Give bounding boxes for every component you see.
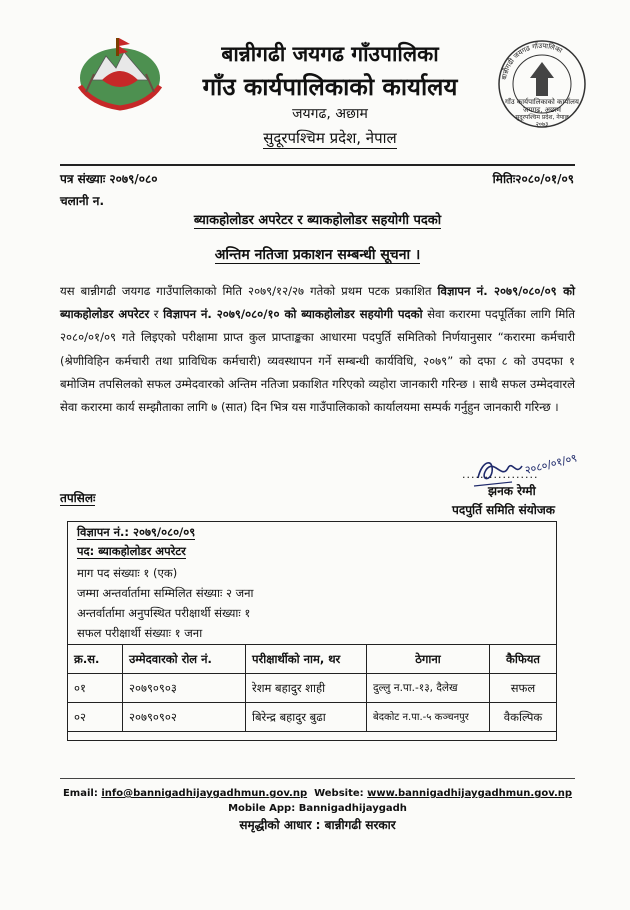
col-roll: उम्मेदवारको रोल नं. (123, 645, 246, 674)
notice-title: अन्तिम नतिजा प्रकाशन सम्बन्धी सूचना । (214, 247, 421, 263)
ad-ref-1: विज्ञापन नं. २०७९/०८०/०९ को ब्याकहोलोडर अपरेटर (60, 284, 575, 322)
svg-text:२०८०/०१/०९: २०८०/०१/०९ (523, 451, 579, 477)
col-name: परीक्षार्थीको नाम, थर (246, 645, 367, 674)
table-header-row (68, 645, 557, 674)
letter-date: मितिः२०८०/०१/०९ (492, 172, 574, 186)
table-row: ०१ २०७९०९०३ रेशम बहादुर शाही दुल्लु न.पा.-१३, दैलेख सफल (68, 674, 557, 703)
footer-divider (60, 778, 575, 779)
seal-text-top: बान्नीगढी जयगढ गाँउपालिका (500, 41, 564, 81)
footer-motto: समृद्धीको आधार : बान्नीगढी सरकार (239, 818, 396, 832)
signature-line: ................. (462, 468, 539, 481)
header-divider (60, 164, 575, 166)
result-box (67, 521, 557, 741)
post-name: पद: ब्याकहोलोडर अपरेटर (77, 544, 186, 558)
col-remarks: कैफियत (490, 645, 557, 674)
col-sn: क्र.स. (68, 645, 123, 674)
seal-text-3: सुदूरपश्चिम प्रदेश, नेपाल (515, 114, 569, 121)
interview-total: जम्मा अन्तर्वार्तामा सम्मिलित संख्याः २ जना (77, 586, 254, 600)
signer-role: पदपुर्ति समिति संयोजक (452, 503, 555, 517)
office-seal-stamp-icon (496, 38, 588, 130)
office-name: गाँउ कार्यपालिकाको कार्यालय (202, 73, 458, 101)
ad-ref-2: विज्ञापन नं. २०७९/०८०/१० को ब्याकहोलोडर सहयोगी पदको (163, 307, 423, 322)
address-line-1: जयगढ, अछाम (292, 106, 368, 122)
email-link[interactable]: info@bannigadhijaygadhmun.gov.np (101, 788, 308, 799)
details-label: तपसिलः (60, 491, 96, 505)
ad-number: विज्ञापन नं.: २०७९/०८०/०९ (77, 525, 196, 539)
absent-count: अन्तर्वार्तामा अनुपस्थित परीक्षार्थी संख्याः १ (77, 606, 251, 620)
notice-subject: ब्याकहोलोडर अपरेटर र ब्याकहोलोडर सहयोगी पदको (193, 213, 442, 228)
dispatch-number: चलानी न. (60, 194, 105, 208)
website-link[interactable]: www.bannigadhijaygadhmun.gov.np (367, 788, 573, 799)
svg-text:बान्नीगढी जयगढ गाँउपालिका (500, 41, 563, 80)
org-name: बान्नीगढी जयगढ गाँउपालिका (221, 42, 439, 66)
footer-contacts: Email: info@bannigadhijaygadhmun.gov.np Website: www.bannigadhijaygadhmun.gov.np (62, 788, 573, 799)
demand-count: माग पद संख्याः १ (एक) (77, 566, 178, 580)
seal-text-2: जयगढ, अछाम (523, 106, 561, 114)
seal-text-4: २०७३ (535, 121, 549, 128)
reference-number: पत्र संख्याः २०७९/०८० (60, 172, 158, 186)
result-table (67, 644, 557, 732)
passed-count: सफल परीक्षार्थी संख्याः १ जना (77, 626, 203, 640)
seal-text-1: गाँउ कार्यपालिकाको कार्यालय (505, 98, 579, 106)
notice-body: यस बान्नीगढी जयगढ गाउँपालिकाको मिति २०७९/१२/२७ गतेको प्रथम पटक प्रकाशित विज्ञापन नं. २०७९/०८०/०९ को ब्याकहोलोडर अपरेटर र विज्ञापन नं. २०७९/०८०/१० को ब्याकहोलोडर सहयोगी पदको सेवा करारमा पदपूर्तिका लागि मिति २०८०/०१/०९ गते लिइएको परीक्षामा प्राप्त कुल प्राप्ताङ्कका आधारमा पदपुर्ति समितिको निर्णयानुसार “करारमा कर्मचारी (श्रेणीविहिन कर्मचारी तथा प्राविधिक कर्मचारी) व्यवस्थापन गर्ने सम्बन्धी कार्यविधि, २०७९” को दफा ८ को उपदफा १ बमोजिम तपसिलको सफल उम्मेदवारको अन्तिम नतिजा प्रकाशित गरिएको व्यहोरा जानकारी गरिन्छ । साथै सफल उम्मेदवारले सेवा करारमा कार्य सम्झौताका लागि ७ (सात) दिन भित्र यस गाउँपालिकाको कार्यालयमा सम्पर्क गर्नुहुन जानकारी गरिन्छ । (60, 284, 575, 415)
signer-name: झनक रेग्मी (488, 484, 536, 498)
address-line-2: सुदूरपश्चिम प्रदेश, नेपाल (263, 129, 397, 147)
table-row: ०२ २०७९०९०२ बिरेन्द्र बहादुर बुढा बेदकोट न.पा.-५ कञ्चनपुर वैकल्पिक (68, 703, 557, 732)
mobile-app: Mobile App: Bannigadhijaygadh (228, 803, 407, 814)
col-address: ठेगाना (367, 645, 490, 674)
